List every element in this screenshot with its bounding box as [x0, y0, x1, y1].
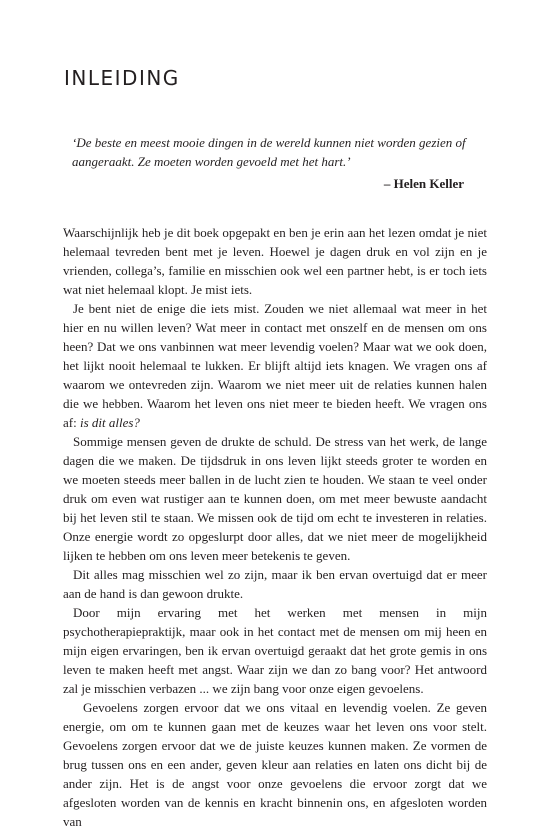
epigraph-author: – Helen Keller	[383, 176, 464, 191]
emphasis-text: is dit alles?	[79, 415, 140, 430]
epigraph-quote: ‘De beste en meest mooie dingen in de wereld kunnen niet worden gezien of aangeraakt. Ze moeten worden gevoeld met het hart.’	[72, 135, 466, 169]
chapter-title: INLEIDING	[64, 66, 180, 90]
paragraph-text: Je bent niet de enige die iets mist. Zouden we niet allemaal wat meer in het hier en nu willen leven? Wat meer in contact met onszelf en de mensen om ons heen? Dat we ons vanbinnen wat meer levendig voelen? Maar wat we ook doen, het lijkt nooit helemaal te lukken. Er blijft altijd iets knagen. We vragen ons af waarom we ontevreden zijn. Waarom we niet meer uit de relaties kunnen halen die we hebben. Waarom het leven ons niet meer te bieden heeft. We vragen ons af:	[63, 301, 487, 430]
paragraph: Dit alles mag misschien wel zo zijn, maar ik ben ervan overtuigd dat er meer aan de hand is dan gewoon drukte.	[63, 567, 487, 601]
body-text	[63, 223, 487, 831]
paragraph: Gevoelens zorgen ervoor dat we ons vitaal en levendig voelen. Ze geven energie, om om te kunnen gaan met de keuzes waar het leven ons voor stelt. Gevoelens zorgen ervoor dat we de juiste keuzes kunnen maken. Ze vormen de brug tussen ons en een ander, geven kleur aan relaties en laten ons dicht bij de ander zijn. Het is de angst voor onze gevoelens die ervoor zorgt dat we afgesloten worden van de kennis en kracht binnenin ons, en afgesloten worden van	[63, 700, 487, 829]
paragraph: Sommige mensen geven de drukte de schuld. De stress van het werk, de lange dagen die we maken. De tijdsdruk in ons leven lijkt steeds groter te worden en we moeten steeds meer ballen in de lucht zien te houden. We staan te veel onder druk om even wat rustiger aan te kunnen doen, om met meer bewuste aandacht bij het leven stil te staan. We missen ook de tijd om echt te investeren in relaties. Onze energie wordt zo opgeslurpt door alles, dat we niet meer de mogelijkheid lijken te hebben om ons leven meer betekenis te geven.	[63, 434, 487, 563]
paragraph	[63, 299, 487, 432]
epigraph	[72, 133, 484, 171]
paragraph: Waarschijnlijk heb je dit boek opgepakt en ben je erin aan het lezen omdat je niet helemaal tevreden bent met je leven. Hoewel je dagen druk en vol zijn en je vrienden, collega’s, familie en misschien ook wel een partner hebt, is er toch iets wat niet helemaal klopt. Je mist iets.	[63, 225, 487, 297]
paragraph: Door mijn ervaring met het werken met mensen in mijn psychotherapiepraktijk, maar ook in het contact met de mensen om mij heen en mijn eigen ervaringen, ben ik ervan overtuigd geraakt dat het grote gemis in ons leven te maken heeft met angst. Waar zijn we dan zo bang voor? Het antwoord zal je misschien verbazen ... we zijn bang voor onze eigen gevoelens.	[63, 605, 487, 696]
